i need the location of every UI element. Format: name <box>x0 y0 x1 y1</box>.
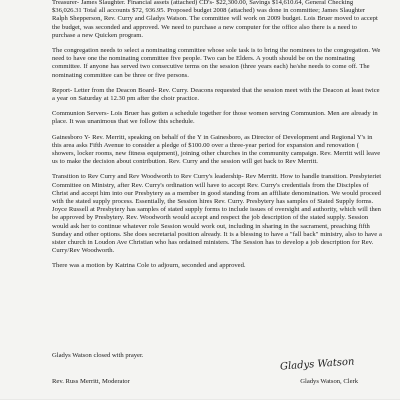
closing-prayer-line: Gladys Watson closed with prayer. <box>52 352 144 359</box>
nominating-committee-paragraph: The congregation needs to select a nominating committee whose sole task is to bring the nominees to the congregation. We need to have one the nominating committee five people. Two can be Elders. A youth should be on the nominating committee. If anyone has served two consecutive terms on the session (three years each) he/she needs to come off. The nominating committee can be three or five persons. <box>52 47 381 79</box>
treasurer-paragraph: Treasurer- James Slaughter. Financial assets (attached) CD's- $22,300.00, Savings $14,610.64, General Checking $36,026.31 Total all accounts $72, 936.95. Proposed budget 2008 (attached) was done in committee; James Slaughter Ralph Shepperson, Rev. Curry and Gladys Watson. The committee will work on 2009 budget. Lois Bruer moved to accept the budget, was seconded and approved. We need to purchase a new computer for the office also there is a need to purchase a new Quicken program. <box>52 0 378 39</box>
signature-block <box>52 356 382 399</box>
handwritten-signature: Gladys Watson <box>279 356 355 373</box>
communion-servers-paragraph: Communion Servers- Lois Bruer has gotten a schedule together for those women serving Communion. Men are already in place. It was unanimous that we follow this schedule. <box>52 110 378 126</box>
adjourn-paragraph: There was a motion by Katrina Cole to adjourn, seconded and approved. <box>52 262 246 270</box>
clerk-name: Gladys Watson, Clerk <box>300 378 358 385</box>
deacon-report-paragraph: Report- Letter from the Deacon Board- Rev. Curry. Deacons requested that the session meet with the Deacon at least twice a year on Saturday at 12.30 pm after the choir practice. <box>52 86 380 103</box>
gainesboro-y-paragraph: Gainesboro Y- Rev. Merritt, speaking on behalf of the Y in Gainesboro, as Director of Development and Regional Y's in this area asks Fifth Avenue to consider a pledge of $100.00 over a three-year period for expansion and renovation ( showers, locker rooms, new fitness equipment), joining other churches in the community campaign. Rev. Merritt will leave us to make the decision about contribution. Rev. Curry and the session will get back to Rev Merritt. <box>52 133 381 166</box>
transition-paragraph: Transition to Rev Curry and Rev Woodworth to Rev Curry's leadership- Rev Merritt. How to handle transition. Presbyteriet Committee on Ministry, after Rev. Curry's ordination will have to accept Rev. Curry's credentials from the Disciples of Christ and accept him into our Presbytery as a member in good standing from an affiliate denomination. We would proceed with the stated supply process. Essentially, the Session hires Rev. Curry. Presbytery has samples of Stated Supply forms. Joyce Russell at Presbytery has samples of stated supply forms to include issues of oversight and authority, which will then be approved by Presbytery. Rev. Woodworth would accept and respect the job description of the stated supply. Session would ask her to continue whatever role Session would work out, including in sharing in the sacrament, preaching fifth Sunday and other options. She does secretarial position already. It is a blessing to have a "fall back" ministry, also to have a sister church in Loudon Ave Christian who has ordained ministers. The Session has to develop a job description for Rev. Curry/Rev Woodworth. <box>52 173 382 255</box>
moderator-name: Rev. Russ Merritt, Moderator <box>52 378 130 385</box>
